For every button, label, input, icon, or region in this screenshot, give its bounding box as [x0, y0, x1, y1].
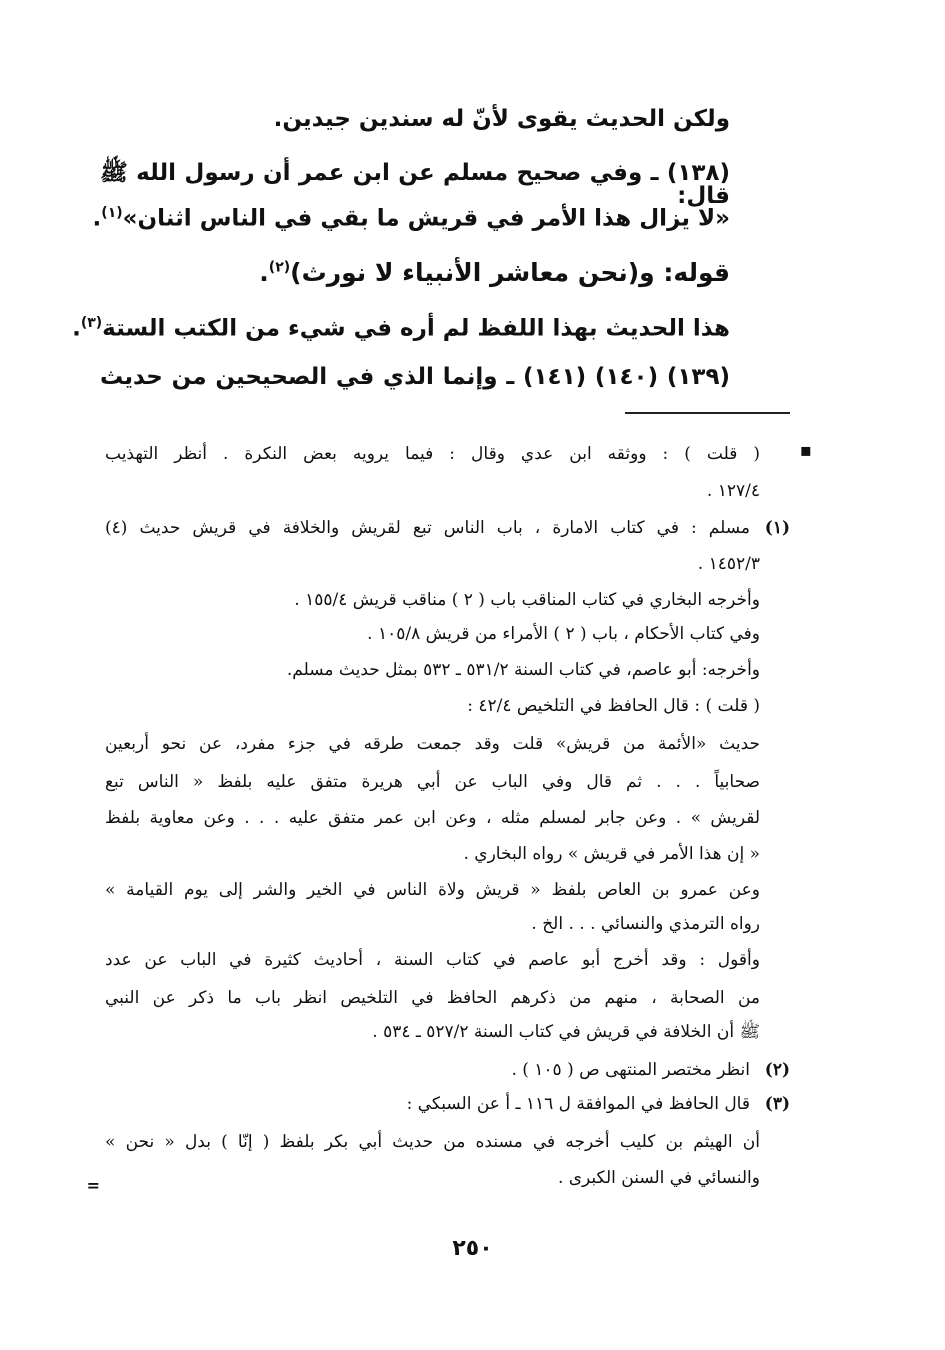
footnote-1-line-14: من الصحابة ، منهم من ذكرهم الحافظ في التلخيص انظر باب ما ذكر عن النبي	[105, 988, 760, 1008]
main-line-2	[100, 162, 730, 208]
footnote-1-line-8: صحابياً . . . ثم قال وفي الباب عن أبي هريرة متفق عليه بلفظ « الناس تبع	[105, 772, 760, 792]
qawluhu-heading: قوله: و(نحن معاشر الأنبياء لا نورث)	[290, 258, 730, 287]
footnote-3-line-3: والنسائي في السنن الكبرى .	[557, 1168, 760, 1188]
footnote-ref-3[interactable]: (٣)	[80, 315, 103, 331]
main-line-4-end: .	[259, 258, 269, 287]
footnote-1-line-9: لقريش » . وعن جابر لمسلم مثله ، وعن ابن عمر متفق عليه . . . وعن معاوية بلفظ	[105, 808, 760, 828]
hadith-138-text: (١٣٨) ـ وفي صحيح مسلم عن ابن عمر أن رسول الله ﷺ قال:	[100, 160, 730, 209]
hadith-138-quote: «لا يزال هذا الأمر في قريش ما بقي في الناس اثنان»	[122, 205, 730, 232]
footnote-1-line-5: وأخرجه: أبو عاصم، في كتاب السنة ٥٣١/٢ ـ ٥٣٢ بمثل حديث مسلم.	[286, 660, 760, 680]
footnote-3-line-2: أن الهيثم بن كليب أخرجه في مسنده من حديث أبي بكر بلفظ ( إنّا ) بدل « نحن »	[105, 1132, 760, 1152]
footnote-1-line-10: « إن هذا الأمر في قريش » رواه البخاري .	[463, 844, 760, 864]
footnote-divider	[625, 412, 790, 414]
page-number: ٢٥٠	[452, 1236, 493, 1261]
footnote-1-line-11: وعن عمرو بن العاص بلفظ « قريش ولاة الناس في الخير والشر إلى يوم القيامة »	[105, 880, 760, 900]
main-line-6	[100, 366, 730, 389]
footnote-1-line-7: حديث «الأئمة من قريش» قلت وقد جمعت طرقه في جزء مفرد، عن نحو أربعين	[105, 734, 760, 754]
footnote-2-number: (٢)	[764, 1060, 790, 1080]
main-line-3-end: .	[92, 205, 102, 232]
main-line-4	[259, 260, 730, 285]
footnote-1-line-13: وأقول : وقد أخرج أبو عاصم في كتاب السنة ، أحاديث كثيرة في الباب عن عدد	[105, 950, 760, 970]
star-note-line-1: ( قلت ) : ووثقه ابن عدي وقال : فيما يرويه بعض النكرة . أنظر التهذيب	[105, 444, 760, 464]
footnote-3-number: (٣)	[764, 1094, 790, 1114]
footnote-1-line-4: وفي كتاب الأحكام ، باب ( ٢ ) الأمراء من قريش ١٠٥/٨ .	[367, 624, 760, 644]
footnote-ref-1[interactable]: (١)	[101, 205, 123, 221]
footnote-ref-2[interactable]: (٢)	[268, 259, 291, 276]
footnote-2-line-1: انظر مختصر المنتهى ص ( ١٠٥ ) .	[511, 1060, 750, 1080]
footnote-1-line-2: ١٤٥٢/٣ .	[697, 554, 760, 574]
footnote-1-line-12: رواه الترمذي والنسائي . . . الخ .	[531, 914, 760, 934]
hadith-139-141-text: (١٣٩) (١٤٠) (١٤١) ـ وإنما الذي في الصحيحين من حديث	[100, 364, 731, 390]
footnote-1-number: (١)	[764, 518, 790, 538]
footnote-3-line-1: قال الحافظ في الموافقة ل ١١٦ ـ أ عن السبكي :	[406, 1094, 750, 1114]
main-line-1	[274, 108, 730, 131]
main-line-5	[72, 316, 730, 341]
footnote-1-line-6: ( قلت ) : قال الحافظ في التلخيص ٤٢/٤ :	[467, 696, 760, 716]
footnote-1-line-1: مسلم : في كتاب الامارة ، باب الناس تبع لقريش والخلافة في قريش حديث (٤)	[105, 518, 750, 538]
star-marker: ▪	[799, 440, 812, 461]
end-marker: =	[86, 1176, 100, 1195]
footnote-1-line-15: ﷺ أن الخلافة في قريش في كتاب السنة ٥٢٧/٢ ـ ٥٣٤ .	[372, 1022, 760, 1042]
main-line-5-text: هذا الحديث بهذا اللفظ لم أره في شيء من الكتب الستة	[102, 315, 730, 342]
main-line-5-end: .	[72, 315, 81, 342]
main-line-3	[93, 206, 730, 231]
footnote-1-line-3: وأخرجه البخاري في كتاب المناقب باب ( ٢ ) مناقب قريش ١٥٥/٤ .	[294, 590, 760, 610]
star-note-line-2: ١٢٧/٤ .	[706, 481, 760, 501]
main-line-1-text: ولكن الحديث يقوى لأنّ له سندين جيدين.	[273, 106, 730, 132]
